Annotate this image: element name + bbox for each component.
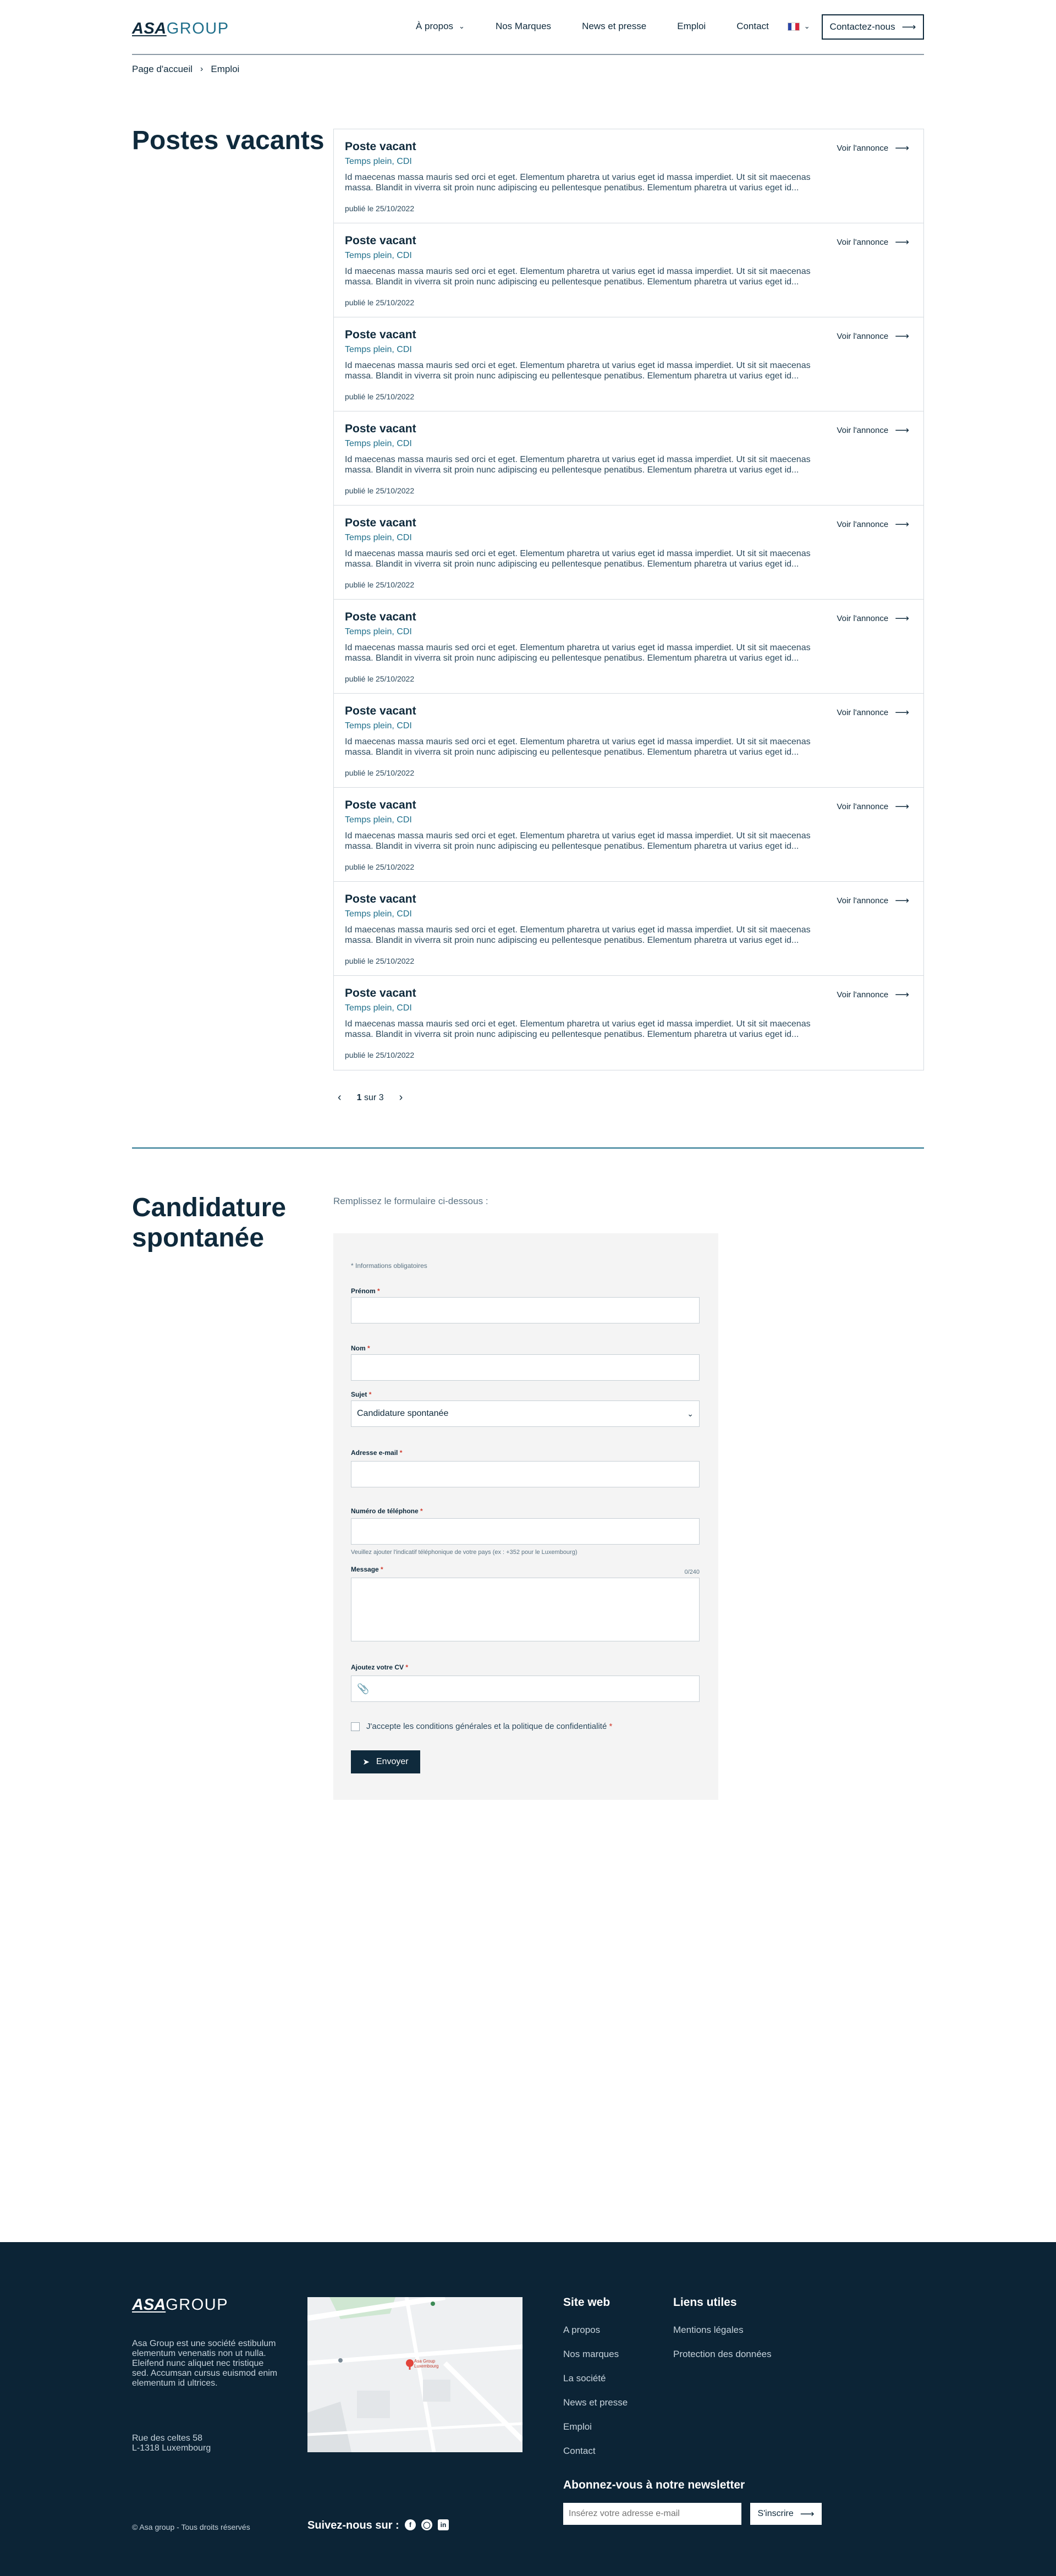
job-type: Temps plein, CDI [345,533,412,542]
site-footer [0,2242,1056,2576]
job-type: Temps plein, CDI [345,345,412,354]
job-type: Temps plein, CDI [345,157,412,166]
location-map[interactable] [307,2297,522,2452]
form-title [132,1193,286,1253]
view-job-link[interactable] [837,613,909,624]
message-label-text: Message [351,1566,379,1573]
job-description: Id maecenas massa mauris sed orci et eget. Elementum pharetra ut varius eget id massa imperdiet. Ut sit sit maecenas massa. Blandit in viverra sit proin nunc adipiscing eu pellentesque penatibus. Elementum pharetra ut varius eget id... [345,455,811,475]
required-mark: * [405,1663,409,1671]
form-title-line1: Candidature [132,1193,287,1222]
job-description: Id maecenas massa mauris sed orci et eget. Elementum pharetra ut varius eget id massa imperdiet. Ut sit sit maecenas massa. Blandit in viverra sit proin nunc adipiscing eu pellentesque penatibus. Elementum pharetra ut varius eget id... [345,173,811,193]
job-item [334,882,923,976]
arrow-right-icon: ⟶ [895,519,909,530]
required-mark: * [377,1287,380,1295]
job-item [334,694,923,788]
required-note: * Informations obligatoires [351,1262,427,1270]
instagram-icon[interactable]: ◯ [421,2519,432,2530]
cv-upload[interactable] [351,1676,700,1702]
nav-apropos-label: À propos [416,21,454,31]
email-input[interactable] [351,1461,700,1487]
job-title: Poste vacant [345,893,416,905]
map-graphic [307,2297,522,2452]
job-title: Poste vacant [345,234,416,247]
view-job-label: Voir l'annonce [837,238,889,247]
job-item [334,506,923,600]
phone-label [351,1507,423,1515]
sujet-label [351,1391,371,1398]
view-job-link[interactable] [837,331,909,342]
message-counter: 0/240 [684,1569,700,1575]
arrow-right-icon: ⟶ [800,2508,815,2519]
cv-label-text: Ajoutez votre CV [351,1663,404,1671]
footer-logo[interactable] [132,2296,228,2314]
nom-label-text: Nom [351,1344,366,1352]
job-description: Id maecenas massa mauris sed orci et eget. Elementum pharetra ut varius eget id massa imperdiet. Ut sit sit maecenas massa. Blandit in viverra sit proin nunc adipiscing eu pellentesque penatibus. Elementum pharetra ut varius eget id... [345,737,811,757]
job-description: Id maecenas massa mauris sed orci et eget. Elementum pharetra ut varius eget id massa imperdiet. Ut sit sit maecenas massa. Blandit in viverra sit proin nunc adipiscing eu pellentesque penatibus. Elementum pharetra ut varius eget id... [345,1019,811,1039]
view-job-label: Voir l'annonce [837,802,889,811]
flag-fr-icon [788,23,800,31]
arrow-right-icon: ⟶ [895,237,909,248]
consent-checkbox[interactable] [351,1722,360,1731]
email-label [351,1449,402,1457]
job-type: Temps plein, CDI [345,815,412,825]
view-job-link[interactable] [837,989,909,1001]
address-line2: L-1318 Luxembourg [132,2443,211,2453]
job-item [334,317,923,411]
job-description: Id maecenas massa mauris sed orci et eget. Elementum pharetra ut varius eget id massa imperdiet. Ut sit sit maecenas massa. Blandit in viverra sit proin nunc adipiscing eu pellentesque penatibus. Elementum pharetra ut varius eget id... [345,643,811,663]
job-date: publié le 25/10/2022 [345,580,415,589]
footer-about: Asa Group est une société estibulum elementum venenatis non ut nulla. Eleifend nunc aliquet nec tristique sed. Accumsan cursus euismod enim elementum id ultrices. [132,2339,278,2388]
email-label-text: Adresse e-mail [351,1449,398,1457]
job-type: Temps plein, CDI [345,1003,412,1013]
form-intro: Remplissez le formulaire ci-dessous : [333,1196,488,1206]
footer-link-protection[interactable]: Protection des données [673,2349,772,2359]
language-selector[interactable] [788,22,810,31]
sujet-select[interactable] [351,1400,700,1427]
newsletter-email-input[interactable] [563,2503,741,2525]
job-title: Poste vacant [345,799,416,811]
jobs-title: Postes vacants [132,126,324,155]
breadcrumb [132,64,239,75]
nav-news-presse[interactable]: News et presse [582,21,647,31]
main-nav [416,21,830,32]
prenom-label-text: Prénom [351,1287,376,1295]
footer-link-mentions[interactable]: Mentions légales [673,2325,744,2335]
required-mark: * [420,1507,423,1515]
cv-label [351,1663,408,1671]
required-mark: * [367,1344,370,1352]
nav-nos-marques[interactable]: Nos Marques [495,21,552,31]
arrow-right-icon: ⟶ [895,989,909,1000]
message-label [351,1566,383,1573]
consent-label: J'accepte les conditions générales et la politique de confidentialité [366,1722,607,1731]
linkedin-icon[interactable]: in [438,2519,449,2530]
job-type: Temps plein, CDI [345,721,412,730]
job-item [334,411,923,506]
newsletter-subscribe-button[interactable] [750,2503,822,2525]
newsletter-subscribe-label: S'inscrire [757,2509,794,2518]
submit-button[interactable] [351,1750,420,1773]
nav-apropos[interactable] [416,21,465,32]
contact-us-button[interactable] [822,14,924,40]
view-job-label: Voir l'annonce [837,332,889,341]
job-item [334,788,923,882]
logo[interactable] [132,20,229,38]
social-label: Suivez-nous sur : [307,2519,399,2531]
required-mark: * [381,1566,383,1573]
job-description: Id maecenas massa mauris sed orci et eget. Elementum pharetra ut varius eget id massa imperdiet. Ut sit sit maecenas massa. Blandit in viverra sit proin nunc adipiscing eu pellentesque penatibus. Elementum pharetra ut varius eget id... [345,831,811,851]
job-date: publié le 25/10/2022 [345,204,415,213]
arrow-right-icon: ⟶ [895,331,909,342]
logo-asa: ASA [132,20,167,37]
footer-logo-asa: ASA [132,2296,166,2314]
job-date: publié le 25/10/2022 [345,957,415,965]
site-links-title: Site web [563,2296,610,2309]
nom-label [351,1344,370,1352]
arrow-right-icon: ⟶ [895,613,909,624]
job-title: Poste vacant [345,140,416,153]
chevron-down-icon: ⌄ [804,22,810,30]
footer-address [132,2434,211,2453]
section-divider [132,1147,924,1149]
view-job-link[interactable] [837,425,909,436]
arrow-right-icon: ⟶ [895,707,909,718]
contact-us-label: Contactez-nous [829,21,895,32]
view-job-label: Voir l'annonce [837,520,889,529]
chevron-down-icon: ⌄ [687,1409,694,1418]
view-job-label: Voir l'annonce [837,426,889,435]
job-title: Poste vacant [345,611,416,623]
prev-page-button[interactable]: ‹ [338,1091,342,1103]
arrow-right-icon: ⟶ [901,21,916,32]
job-description: Id maecenas massa mauris sed orci et eget. Elementum pharetra ut varius eget id massa imperdiet. Ut sit sit maecenas massa. Blandit in viverra sit proin nunc adipiscing eu pellentesque penatibus. Elementum pharetra ut varius eget id... [345,361,811,381]
sujet-selected-value: Candidature spontanée [357,1409,449,1418]
map-pin-label: Asa Group Luxembourg [414,2359,439,2369]
job-date: publié le 25/10/2022 [345,1051,415,1059]
job-description: Id maecenas massa mauris sed orci et eget. Elementum pharetra ut varius eget id massa imperdiet. Ut sit sit maecenas massa. Blandit in viverra sit proin nunc adipiscing eu pellentesque penatibus. Elementum pharetra ut varius eget id... [345,925,811,945]
form-title-line2: spontanée [132,1223,265,1253]
required-mark: * [369,1391,372,1398]
job-title: Poste vacant [345,422,416,435]
site-header [132,0,924,55]
arrow-right-icon: ⟶ [895,425,909,436]
view-job-link[interactable] [837,237,909,248]
job-type: Temps plein, CDI [345,627,412,636]
view-job-label: Voir l'annonce [837,990,889,999]
page-total: sur 3 [364,1092,384,1102]
job-item [334,600,923,694]
job-date: publié le 25/10/2022 [345,674,415,683]
view-job-link[interactable] [837,519,909,530]
breadcrumb-home[interactable]: Page d'accueil [132,64,193,74]
paperclip-icon: 📎 [357,1683,370,1694]
facebook-icon[interactable]: f [405,2519,416,2530]
pagination [336,1091,405,1104]
sujet-label-text: Sujet [351,1391,367,1398]
job-description: Id maecenas massa mauris sed orci et eget. Elementum pharetra ut varius eget id massa imperdiet. Ut sit sit maecenas massa. Blandit in viverra sit proin nunc adipiscing eu pellentesque penatibus. Elementum pharetra ut varius eget id... [345,549,811,569]
view-job-link[interactable] [837,801,909,812]
job-item [334,976,923,1070]
required-mark: * [609,1722,613,1731]
arrow-right-icon: ⟶ [895,142,909,153]
jobs-list [333,129,924,1070]
nav-emploi[interactable]: Emploi [677,21,706,31]
job-title: Poste vacant [345,517,416,529]
footer-link-marques[interactable]: Nos marques [563,2349,619,2359]
footer-link-emploi[interactable]: Emploi [563,2421,592,2432]
job-title: Poste vacant [345,705,416,717]
pagination-text [357,1093,384,1103]
chevron-down-icon: ⌄ [459,22,465,30]
consent-row [351,1722,612,1731]
view-job-label: Voir l'annonce [837,614,889,623]
job-title: Poste vacant [345,328,416,341]
arrow-right-icon: ⟶ [895,801,909,812]
message-textarea[interactable] [351,1578,700,1641]
phone-hint: Veuillez ajouter l'indicatif téléphonique de votre pays (ex : +352 pour le Luxembourg) [351,1549,578,1556]
job-date: publié le 25/10/2022 [345,768,415,777]
footer-link-contact[interactable]: Contact [563,2446,596,2456]
nav-contact[interactable]: Contact [736,21,769,31]
footer-logo-group: GROUP [166,2296,229,2314]
view-job-label: Voir l'annonce [837,144,889,153]
address-line1: Rue des celtes 58 [132,2434,203,2443]
newsletter-title: Abonnez-vous à notre newsletter [563,2479,745,2491]
nom-input[interactable] [351,1354,700,1381]
job-description: Id maecenas massa mauris sed orci et eget. Elementum pharetra ut varius eget id massa imperdiet. Ut sit sit maecenas massa. Blandit in viverra sit proin nunc adipiscing eu pellentesque penatibus. Elementum pharetra ut varius eget id... [345,267,811,287]
prenom-label [351,1287,380,1295]
footer-link-apropos[interactable]: A propos [563,2325,601,2335]
phone-input[interactable] [351,1518,700,1545]
job-type: Temps plein, CDI [345,909,412,919]
job-item [334,223,923,317]
job-type: Temps plein, CDI [345,439,412,448]
job-type: Temps plein, CDI [345,251,412,260]
view-job-label: Voir l'annonce [837,708,889,717]
next-page-button[interactable]: › [399,1091,403,1103]
job-title: Poste vacant [345,987,416,999]
application-form [333,1233,718,1800]
phone-label-text: Numéro de téléphone [351,1507,419,1515]
useful-links-title: Liens utiles [673,2296,737,2309]
job-date: publié le 25/10/2022 [345,392,415,401]
job-date: publié le 25/10/2022 [345,298,415,307]
footer-link-news[interactable]: News et presse [563,2397,628,2408]
social-links [405,2519,454,2530]
job-date: publié le 25/10/2022 [345,863,415,871]
logo-group: GROUP [166,20,229,37]
view-job-link[interactable] [837,707,909,718]
breadcrumb-current: Emploi [211,64,240,74]
footer-copyright: © Asa group - Tous droits réservés [132,2523,250,2531]
job-date: publié le 25/10/2022 [345,486,415,495]
current-page: 1 [356,1092,362,1102]
required-mark: * [399,1449,403,1457]
view-job-link[interactable] [837,142,909,154]
chevron-right-icon: › [200,64,204,74]
prenom-input[interactable] [351,1297,700,1323]
view-job-label: Voir l'annonce [837,896,889,905]
submit-label: Envoyer [376,1757,409,1766]
view-job-link[interactable] [837,895,909,907]
footer-link-societe[interactable]: La société [563,2373,606,2383]
job-item [334,129,923,223]
send-icon: ➤ [362,1757,370,1767]
arrow-right-icon: ⟶ [895,895,909,906]
